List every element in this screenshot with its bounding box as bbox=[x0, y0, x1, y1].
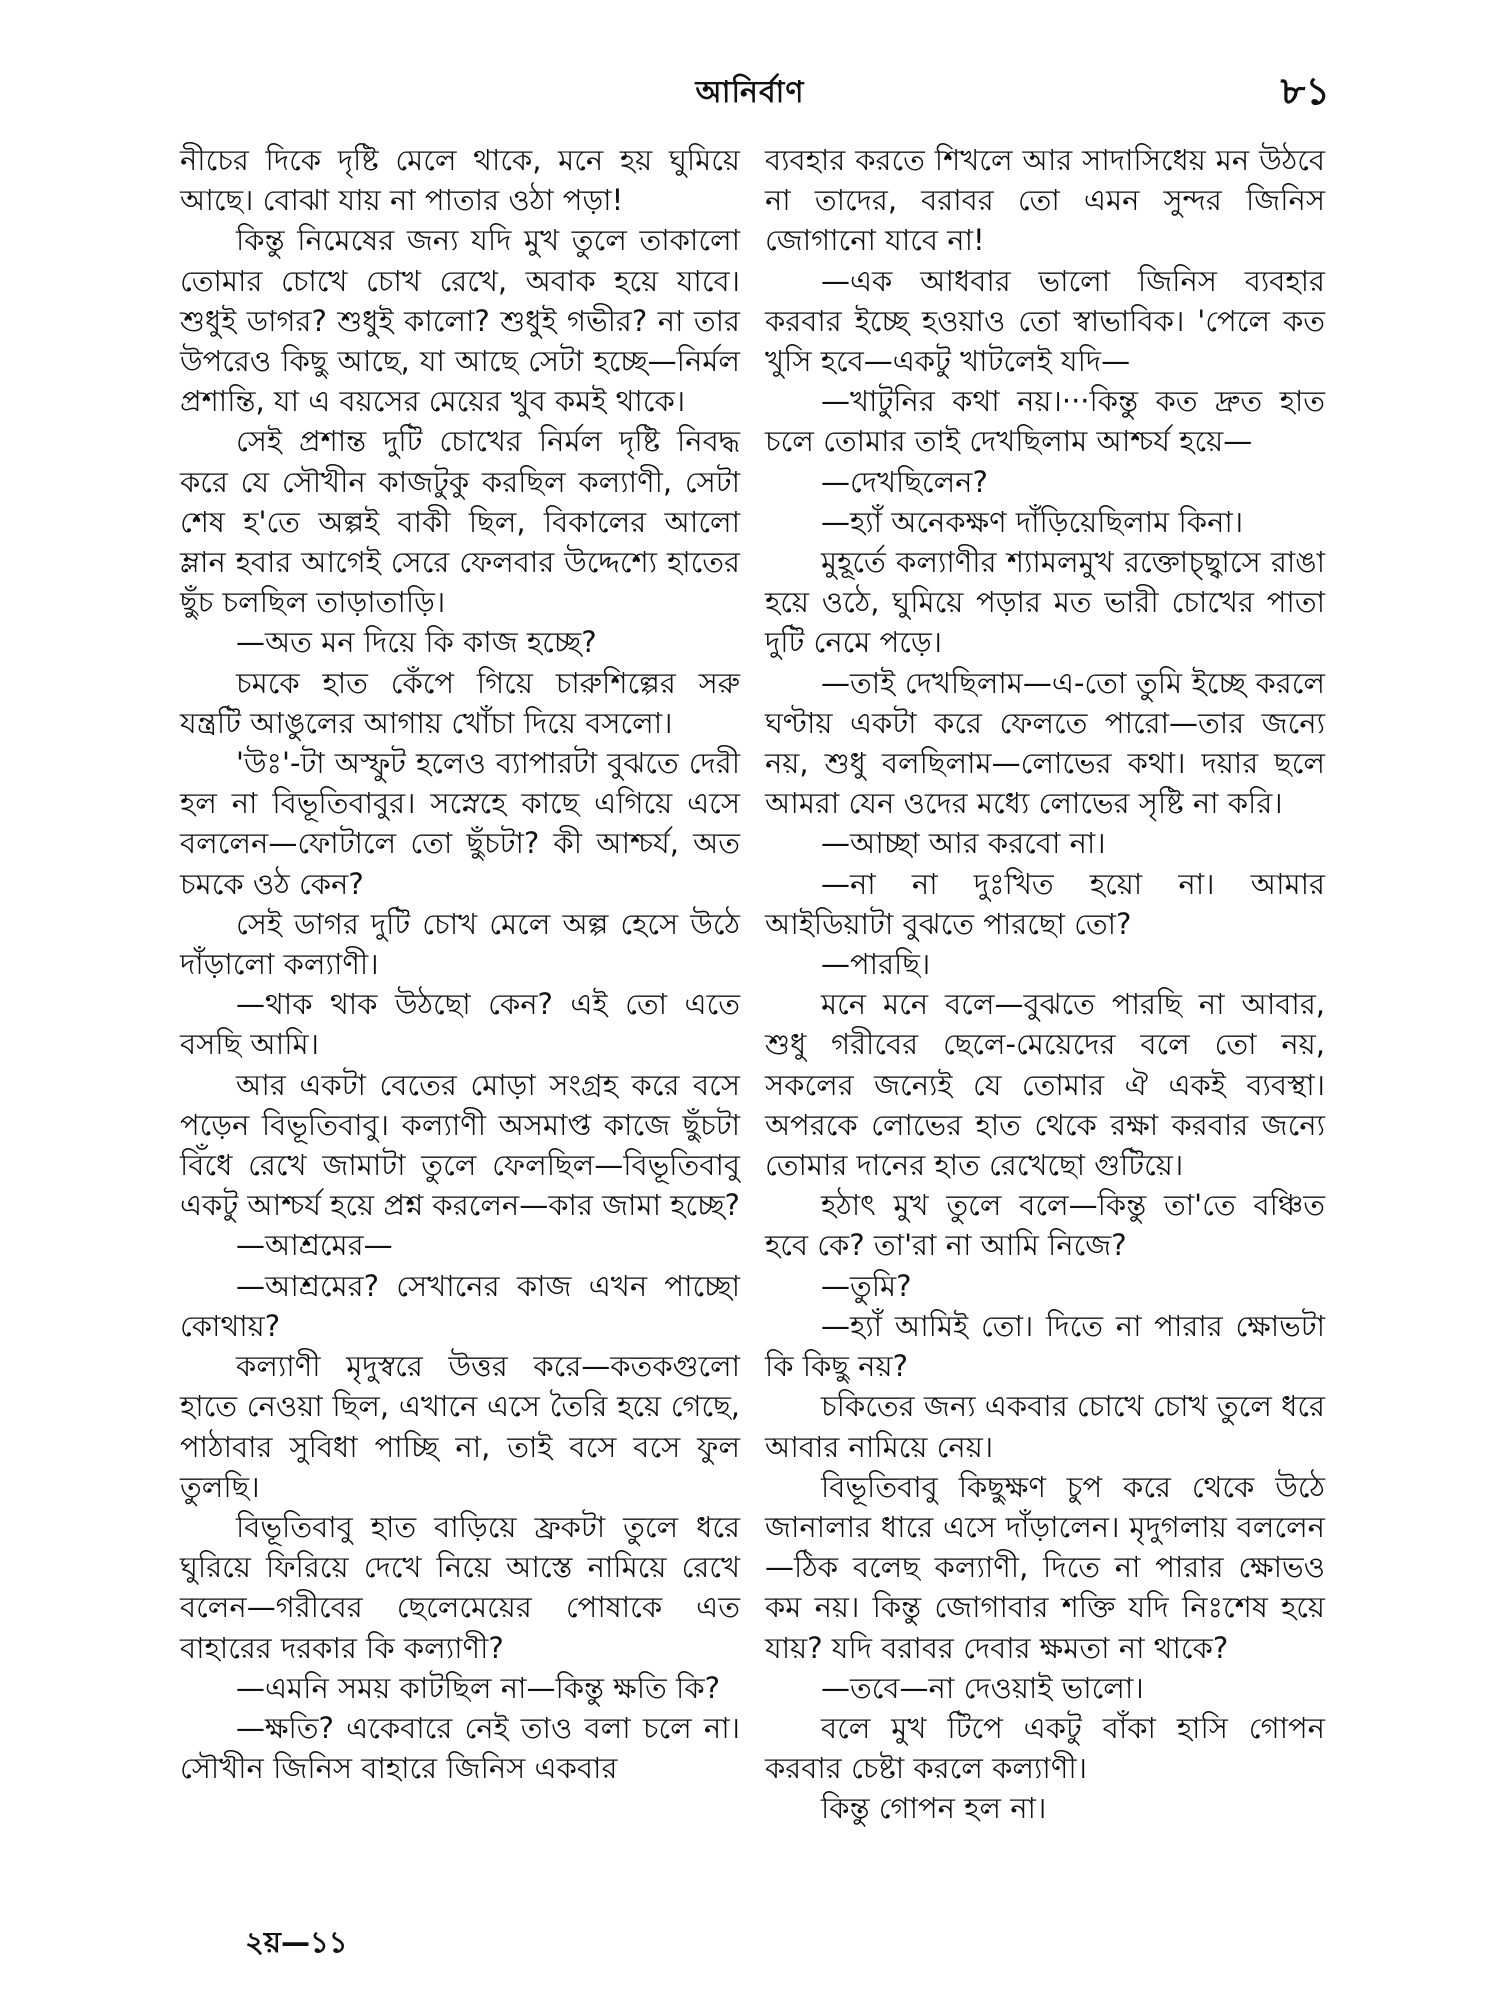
left-column bbox=[180, 140, 740, 1788]
paragraph: বিভূতিবাবু কিছুক্ষণ চুপ করে থেকে উঠে জানালার ধারে এসে দাঁড়ালেন। মৃদুগলায় বললেন—ঠিক বলেছ কল্যাণী, দিতে না পারার ক্ষোভও কম নয়। কিন্তু জোগাবার শক্তি যদি নিঃশেষ হয়ে যায়? যদি বরাবর দেবার ক্ষমতা না থাকে? bbox=[765, 1469, 1325, 1665]
paragraph: —ক্ষতি? একেবারে নেই তাও বলা চলে না। সৌখীন জিনিস বাহারে জিনিস একবার bbox=[180, 1710, 740, 1786]
paragraph: চকিতের জন্য একবার চোখে চোখ তুলে ধরে আবার নামিয়ে নেয়। bbox=[765, 1389, 1325, 1464]
paragraph: —পারছি। bbox=[821, 947, 931, 982]
running-title: আনির্বাণ bbox=[695, 75, 805, 110]
paragraph: —থাক থাক উঠছো কেন? এই তো এতে বসছি আমি। bbox=[180, 987, 740, 1062]
paragraph: —দেখছিলেন? bbox=[821, 464, 988, 499]
paragraph: হঠাৎ মুখ তুলে বলে—কিন্তু তা'তে বঞ্চিত হবে কে? তা'রা না আমি নিজে? bbox=[765, 1188, 1325, 1263]
paragraph: মনে মনে বলে—বুঝতে পারছি না আবার, শুধু গরীবের ছেলে-মেয়েদের বলে তো নয়, সকলের জন্যেই যে তোমার ঐ একই ব্যবস্থা। অপরকে লোভের হাত থেকে রক্ষা করবার জন্যে তোমার দানের হাত রেখেছো গুটিয়ে। bbox=[765, 987, 1325, 1183]
paragraph: কিন্তু গোপন হল না। bbox=[821, 1791, 1047, 1826]
printer-signature: ২য়—১১ bbox=[245, 1925, 348, 1959]
paragraph: —আচ্ছা আর করবো না। bbox=[821, 826, 1106, 861]
paragraph: —না না দুঃখিত হয়ো না। আমার আইডিয়াটা বুঝতে পারছো তো? bbox=[765, 866, 1325, 941]
right-column bbox=[765, 140, 1325, 1829]
paragraph: বলে মুখ টিপে একটু বাঁকা হাসি গোপন করবার চেষ্টা করলে কল্যাণী। bbox=[765, 1710, 1325, 1786]
paragraph: আর একটা বেতের মোড়া সংগ্রহ করে বসে পড়েন বিভূতিবাবু। কল্যাণী অসমাপ্ত কাজে ছুঁচটা বিঁধে রেখে জামাটা তুলে ফেলছিল—বিভূতিবাবু একটু আশ্চর্য হয়ে প্রশ্ন করলেন—কার জামা হচ্ছে? bbox=[180, 1067, 740, 1223]
paragraph: —অত মন দিয়ে কি কাজ হচ্ছে? bbox=[236, 625, 597, 660]
paragraph: মুহূর্তে কল্যাণীর শ্যামলমুখ রক্তোচ্ছ্বাসে রাঙা হয়ে ওঠে, ঘুমিয়ে পড়ার মত ভারী চোখের পাতা দুটি নেমে পড়ে। bbox=[765, 545, 1325, 660]
paragraph: নীচের দিকে দৃষ্টি মেলে থাকে, মনে হয় ঘুমিয়ে আছে। বোঝা যায় না পাতার ওঠা পড়া! bbox=[180, 143, 740, 218]
page-header bbox=[0, 62, 1500, 122]
paragraph: কিন্তু নিমেষের জন্য যদি মুখ তুলে তাকালো তোমার চোখে চোখ রেখে, অবাক হয়ে যাবে। শুধুই ডাগর? শুধুই কালো? শুধুই গভীর? না তার উপরেও কিছু আছে, যা আছে সেটা হচ্ছে—নির্মল প্রশান্তি, যা এ বয়সের মেয়ের খুব কমই থাকে। bbox=[180, 223, 740, 419]
paragraph: —তবে—না দেওয়াই ভালো। bbox=[821, 1670, 1144, 1705]
paragraph: বিভূতিবাবু হাত বাড়িয়ে ফ্রকটা তুলে ধরে ঘুরিয়ে ফিরিয়ে দেখে নিয়ে আস্তে নামিয়ে রেখে বলেন—গরীবের ছেলেমেয়ের পোষাকে এত বাহারের দরকার কি কল্যাণী? bbox=[180, 1509, 740, 1665]
paragraph: 'উঃ'-টা অস্ফুট হলেও ব্যাপারটা বুঝতে দেরী হল না বিভূতিবাবুর। সস্নেহে কাছে এগিয়ে এসে বললেন—ফোটালে তো ছুঁচটা? কী আশ্চর্য, অত চমকে ওঠ কেন? bbox=[180, 746, 740, 901]
paragraph: —এক আধবার ভালো জিনিস ব্যবহার করবার ইচ্ছে হওয়াও তো স্বাভাবিক। 'পেলে কত খুসি হবে—একটু খাটলেই যদি— bbox=[765, 263, 1325, 379]
paragraph: —হ্যাঁ অনেকক্ষণ দাঁড়িয়েছিলাম কিনা। bbox=[821, 504, 1244, 539]
page-number: ৮১ bbox=[1280, 69, 1330, 113]
paragraph: —হ্যাঁ আমিই তো। দিতে না পারার ক্ষোভটা কি কিছু নয়? bbox=[765, 1308, 1325, 1384]
paragraph: —তুমি? bbox=[821, 1268, 912, 1303]
paragraph: কল্যাণী মৃদুস্বরে উত্তর করে—কতকগুলো হাতে নেওয়া ছিল, এখানে এসে তৈরি হয়ে গেছে, পাঠাবার সুবিধা পাচ্ছি না, তাই বসে বসে ফুল তুলছি। bbox=[180, 1349, 740, 1504]
paragraph: ব্যবহার করতে শিখলে আর সাদাসিধেয় মন উঠবে না তাদের, বরাবর তো এমন সুন্দর জিনিস জোগানো যাবে না! bbox=[765, 143, 1325, 258]
paragraph: —এমনি সময় কাটছিল না—কিন্তু ক্ষতি কি? bbox=[236, 1670, 721, 1705]
paragraph: —তাই দেখছিলাম—এ-তো তুমি ইচ্ছে করলে ঘণ্টায় একটা করে ফেলতে পারো—তার জন্যে নয়, শুধু বলছিলাম—লোভের কথা। দয়ার ছলে আমরা যেন ওদের মধ্যে লোভের সৃষ্টি না করি। bbox=[765, 665, 1325, 821]
paragraph: —আশ্রমের— bbox=[236, 1228, 393, 1263]
paragraph: —খাটুনির কথা নয়।···কিন্তু কত দ্রুত হাত চলে তোমার তাই দেখছিলাম আশ্চর্য হয়ে— bbox=[765, 384, 1325, 459]
paragraph: চমকে হাত কেঁপে গিয়ে চারুশিল্পের সরু যন্ত্রটি আঙুলের আগায় খোঁচা দিয়ে বসলো। bbox=[180, 665, 740, 740]
paragraph: সেই ডাগর দুটি চোখ মেলে অল্প হেসে উঠে দাঁড়ালো কল্যাণী। bbox=[180, 906, 740, 982]
paragraph: —আশ্রমের? সেখানের কাজ এখন পাচ্ছো কোথায়? bbox=[180, 1268, 740, 1343]
paragraph: সেই প্রশান্ত দুটি চোখের নির্মল দৃষ্টি নিবদ্ধ করে যে সৌখীন কাজটুকু করছিল কল্যাণী, সেটা শেষ হ'তে অল্পই বাকী ছিল, বিকালের আলো ম্লান হবার আগেই সেরে ফেলবার উদ্দেশ্যে হাতের ছুঁচ চলছিল তাড়াতাড়ি। bbox=[180, 424, 740, 620]
